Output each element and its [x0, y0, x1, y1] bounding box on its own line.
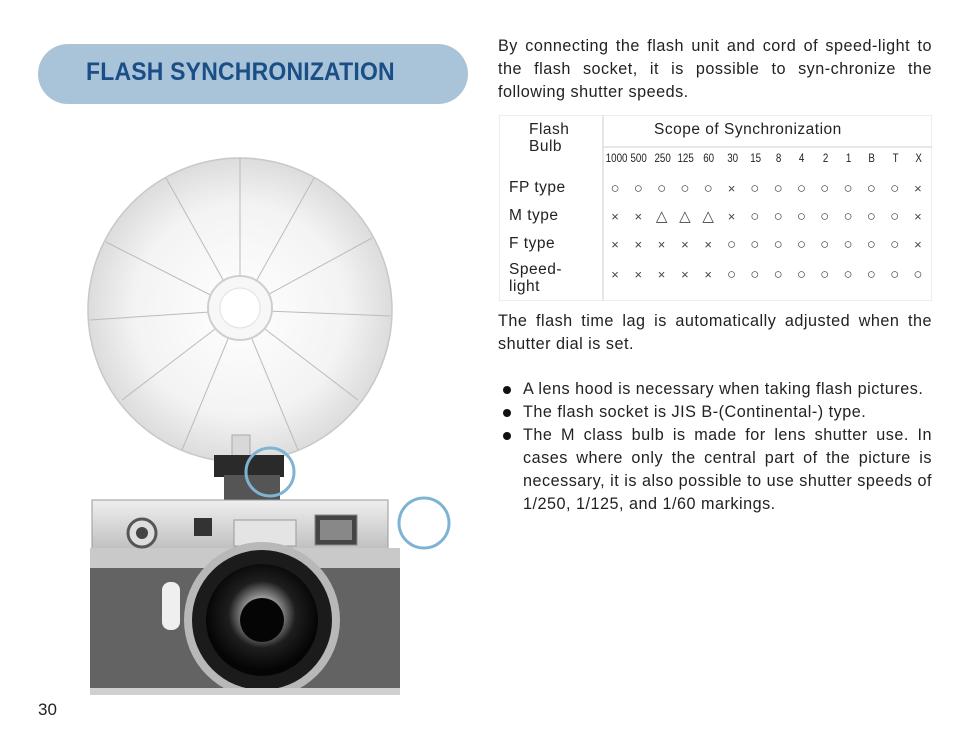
sync-mark: × [914, 181, 922, 196]
sync-mark: ○ [890, 266, 900, 283]
bullet-text: The M class bulb is made for lens shutter use. In cases where only the central part of the picture is necessary, it is also possible to use shutter speeds of 1/250, 1/125, and 1/60 markings. [523, 426, 932, 513]
bullet-icon [503, 432, 511, 440]
sync-mark: ○ [820, 180, 830, 197]
bullet-m-class [498, 424, 932, 516]
row-label: FP type [509, 179, 566, 196]
sync-mark: × [914, 237, 922, 252]
sync-mark: ○ [843, 208, 853, 225]
sync-mark: × [704, 267, 712, 282]
row-label: M type [509, 207, 559, 224]
sync-mark: × [727, 181, 736, 196]
sync-mark: × [914, 209, 922, 224]
sync-mark: ○ [773, 236, 783, 253]
speed-label-B: B [868, 153, 876, 165]
sync-mark: × [704, 237, 712, 252]
sync-mark: ○ [610, 180, 620, 197]
sync-mark: ○ [820, 266, 830, 283]
sync-mark: × [634, 267, 643, 282]
speed-label-8: 8 [776, 153, 782, 165]
speed-label-1000: 1000 [605, 153, 628, 165]
bullet-text: The flash socket is JIS B-(Continental-) type. [523, 403, 867, 421]
sync-mark: ○ [866, 180, 876, 197]
sync-mark: ○ [703, 180, 713, 197]
sync-mark: ○ [750, 208, 760, 225]
sync-mark: ○ [866, 266, 876, 283]
sync-mark: ○ [843, 180, 853, 197]
bullet-flash-socket [498, 401, 932, 424]
bullet-icon [503, 386, 511, 394]
page-title: FLASH SYNCHRONIZATION [86, 58, 395, 86]
sync-mark: ○ [820, 236, 830, 253]
intro-paragraph: By connecting the flash unit and cord of speed-light to the flash socket, it is possible to syn-chronize the following shutter speeds. [498, 37, 932, 101]
speed-label-4: 4 [799, 153, 805, 165]
sync-mark: × [727, 209, 736, 224]
sync-mark: × [634, 237, 643, 252]
speed-label-250: 250 [654, 153, 671, 165]
sync-mark: × [657, 237, 666, 252]
sync-mark: ○ [750, 180, 760, 197]
sync-mark: × [611, 267, 619, 282]
sync-table [499, 115, 932, 301]
sync-mark: × [657, 267, 666, 282]
camera-flash-photo [62, 150, 472, 695]
speed-label-X: X [915, 153, 922, 165]
sync-mark: ○ [820, 208, 830, 225]
speed-label-1: 1 [845, 153, 852, 165]
sync-mark: ○ [796, 208, 806, 225]
sync-mark: △ [655, 208, 668, 225]
sync-mark: △ [679, 208, 691, 225]
bullet-text: A lens hood is necessary when taking flash pictures. [523, 380, 924, 398]
sync-mark: ○ [843, 236, 853, 253]
sync-mark: ○ [726, 266, 737, 283]
row-label: Speed- light [509, 261, 562, 295]
speed-label-60: 60 [703, 153, 715, 165]
col-header-flash-bulb: Flash Bulb [529, 121, 570, 155]
sync-mark: ○ [657, 180, 667, 197]
row-label: F type [509, 235, 556, 252]
sync-mark: ○ [680, 180, 690, 197]
speed-label-T: T [892, 153, 899, 165]
sync-mark: ○ [913, 266, 923, 283]
bullet-list [498, 378, 932, 516]
sync-mark: ○ [796, 236, 806, 253]
sync-mark: × [634, 209, 643, 224]
sync-mark: ○ [773, 266, 783, 283]
sync-mark: × [681, 237, 689, 252]
speed-label-30: 30 [726, 153, 738, 165]
sync-mark: ○ [843, 266, 853, 283]
time-lag-note: The flash time lag is automatically adjusted when the shutter dial is set. [498, 312, 932, 353]
sync-mark: ○ [866, 236, 876, 253]
flash-reflector [88, 158, 392, 462]
sync-mark: ○ [633, 180, 643, 197]
sync-mark: ○ [773, 208, 783, 225]
sync-mark: ○ [796, 180, 806, 197]
page-number: 30 [38, 700, 57, 719]
sync-mark: ○ [750, 266, 760, 283]
sync-mark: × [611, 209, 619, 224]
sync-mark: ○ [890, 180, 900, 197]
sync-mark: × [681, 267, 689, 282]
sync-mark: ○ [890, 208, 900, 225]
sync-mark: ○ [750, 236, 760, 253]
sync-mark: ○ [796, 266, 806, 283]
bullet-lens-hood [498, 378, 932, 401]
sync-mark: ○ [726, 236, 737, 253]
speed-label-15: 15 [750, 153, 761, 165]
bullet-icon [503, 409, 511, 417]
sync-mark: ○ [890, 236, 900, 253]
sync-mark: ○ [773, 180, 783, 197]
col-header-scope: Scope of Synchronization [654, 121, 842, 138]
speed-label-2: 2 [822, 153, 829, 165]
sync-mark: ○ [866, 208, 876, 225]
sync-mark: × [611, 237, 619, 252]
sync-mark: △ [702, 208, 714, 225]
speed-label-500: 500 [630, 153, 648, 165]
speed-label-125: 125 [677, 153, 694, 165]
